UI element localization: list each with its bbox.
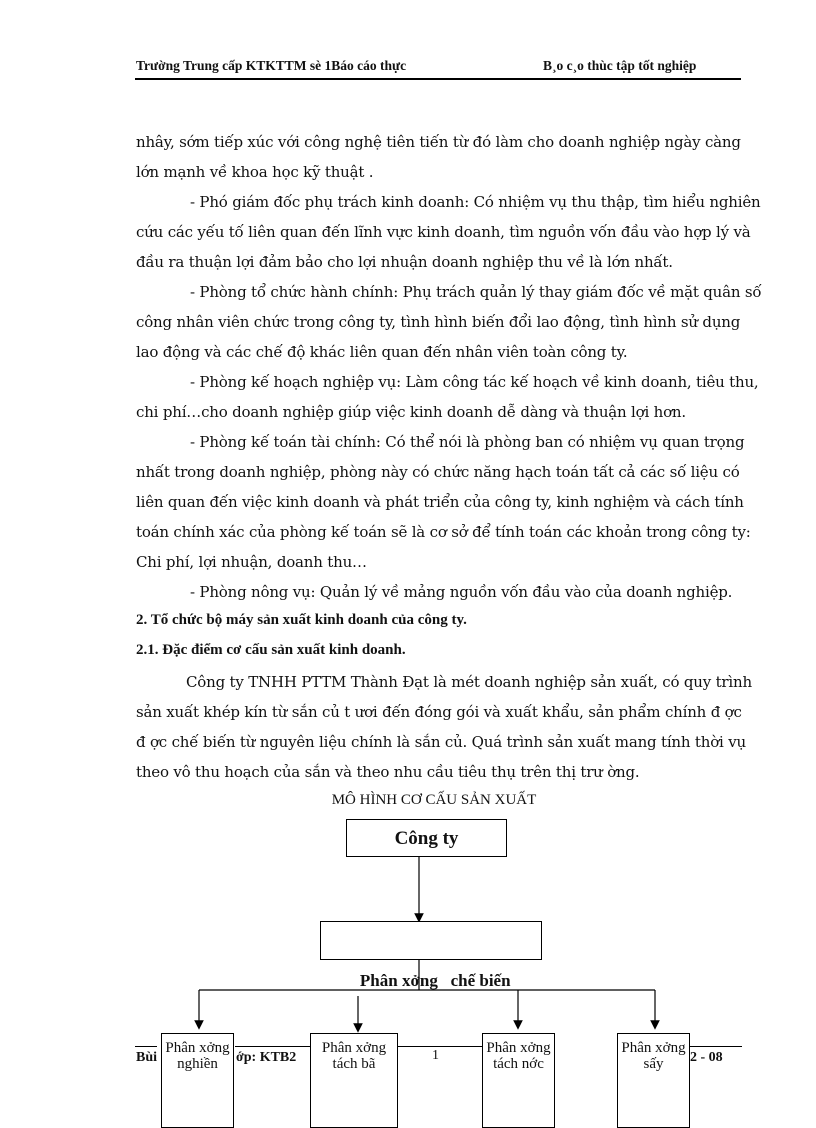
company-box: [346, 819, 507, 857]
workshop-box-water: [482, 1033, 555, 1128]
footer-middle: ớp: KTB2: [236, 1050, 297, 1065]
processing-workshop-label: Phân xởng chế biến: [359, 971, 511, 990]
company-box-label: Công ty: [394, 828, 459, 849]
diagram-title: MÔ HÌNH CƠ CẤU SẢN XUẤT: [331, 792, 537, 808]
paragraph-line: Chi phí, lợi nhuận, doanh thu…: [136, 553, 367, 571]
page-number: 1: [432, 1048, 439, 1063]
workshop-label: Phân xởng nghiền: [165, 1040, 230, 1072]
paragraph-line: toán chính xác của phòng kế toán sẽ là cơ sở để tính toán các khoản trong công ty:: [136, 523, 751, 541]
paragraph-line: nhất trong doanh nghiệp, phòng này có chức năng hạch toán tất cả các số liệu có: [136, 463, 740, 481]
paragraph-line: đ ợc chế biến từ nguyên liệu chính là sắn củ. Quá trình sản xuất mang tính thời vụ: [136, 733, 746, 751]
paragraph-line: chi phí…cho doanh nghiệp giúp việc kinh doanh dễ dàng và thuận lợi hơn.: [136, 403, 686, 421]
paragraph-line: nhây, sớm tiếp xúc với công nghệ tiên tiến từ đó làm cho doanh nghiệp ngày càng: [136, 133, 741, 151]
paragraph-line: cứu các yếu tố liên quan đến lĩnh vực kinh doanh, tìm nguồn vốn đầu vào hợp lý và: [136, 223, 751, 241]
paragraph-line: liên quan đến việc kinh doanh và phát triển của công ty, kinh nghiệm và cách tính: [136, 493, 744, 511]
paragraph-line: - Phòng tổ chức hành chính: Phụ trách quản lý thay giám đốc về mặt quân số: [190, 283, 762, 301]
paragraph-line: - Phòng kế toán tài chính: Có thể nói là phòng ban có nhiệm vụ quan trọng: [190, 433, 745, 451]
paragraph-line: - Phòng nông vụ: Quản lý về mảng nguồn vốn đầu vào của doanh nghiệp.: [190, 583, 733, 601]
paragraph-line: Công ty TNHH PTTM Thành Đạt là mét doanh nghiệp sản xuất, có quy trình: [186, 673, 752, 691]
header-left: Trường Trung cấp KTKTTM sè 1Báo cáo thực: [136, 58, 407, 73]
footer-rule-mid: [235, 1046, 310, 1047]
workshop-label: Phân xởng sấy: [621, 1040, 686, 1072]
paragraph-line: công nhân viên chức trong công ty, tình hình biến đổi lao động, tình hình sử dụng: [136, 313, 741, 331]
workshop-box-grinding: [161, 1033, 234, 1128]
footer-right: 2 - 08: [690, 1050, 723, 1065]
workshop-label: Phân xởng tách bã: [321, 1040, 387, 1072]
footer-rule-right: [690, 1046, 742, 1047]
paragraph-line: - Phó giám đốc phụ trách kinh doanh: Có nhiệm vụ thu thập, tìm hiểu nghiên: [190, 193, 761, 211]
paragraph-line: sản xuất khép kín từ sắn củ t ươi đến đóng gói và xuất khẩu, sản phẩm chính đ ợc: [136, 703, 742, 721]
processing-workshop-box: [320, 921, 542, 990]
workshop-box-drying: [617, 1033, 690, 1128]
workshop-label: Phân xởng tách nớc: [486, 1040, 551, 1072]
paragraph-line: lao động và các chế độ khác liên quan đến nhân viên toàn công ty.: [136, 343, 628, 361]
paragraph-line: theo vô thu hoạch của sắn và theo nhu cầu tiêu thụ trên thị trư ờng.: [136, 763, 640, 781]
paragraph-line: - Phòng kế hoạch nghiệp vụ: Làm công tác kế hoạch về kinh doanh, tiêu thu,: [190, 373, 759, 391]
paragraph-line: lớn mạnh về khoa học kỹ thuật .: [136, 163, 374, 181]
footer-left: Bùi: [136, 1050, 158, 1065]
paragraph-line: đầu ra thuận lợi đảm bảo cho lợi nhuận doanh nghiệp thu về là lớn nhất.: [136, 253, 673, 271]
section-heading: 2. Tổ chức bộ máy sản xuất kinh doanh của công ty.: [136, 612, 467, 628]
subsection-heading: 2.1. Đặc điểm cơ cấu sản xuất kinh doanh.: [136, 642, 406, 658]
header-right: B¸o c¸o thùc tập tốt nghiệp: [543, 58, 697, 73]
workshop-box-residue: [310, 1033, 398, 1128]
footer-rule-left: [135, 1046, 157, 1047]
footer-rule-mid2: [398, 1046, 482, 1047]
